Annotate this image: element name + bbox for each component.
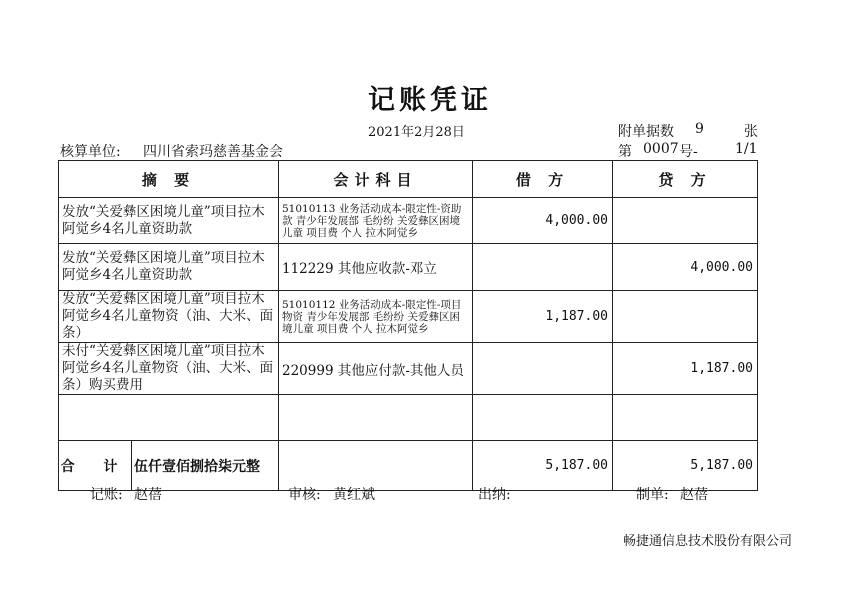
bookkeeper-label: 记账: (90, 487, 123, 503)
table-row (59, 198, 758, 244)
total-row (59, 441, 758, 491)
row-credit: 4,000.00 (613, 244, 758, 291)
total-cell (59, 441, 279, 491)
total-account-blank (279, 441, 473, 491)
row-credit (613, 395, 758, 441)
preparer-label: 制单: (636, 487, 669, 503)
row-debit: 4,000.00 (473, 198, 613, 244)
total-debit: 5,187.00 (473, 441, 613, 491)
accounting-unit-label: 核算单位: (60, 144, 121, 160)
attachments-unit: 张 (744, 124, 758, 140)
voucher-table (58, 160, 758, 491)
row-credit (613, 198, 758, 244)
voucher-no-number: 0007 (643, 141, 679, 157)
voucher-title: 记账凭证 (368, 85, 492, 116)
column-header-account: 会计科目 (279, 161, 473, 198)
voucher-date: 2021年2月28日 (368, 125, 465, 140)
voucher-page: 1/1 (735, 141, 758, 157)
row-summary: 发放“关爱彝区困境儿童”项目拉木阿觉乡4名儿童物资（油、大米、面条） (59, 291, 279, 343)
column-header-credit: 贷 方 (613, 161, 758, 198)
accounting-unit-value: 四川省索玛慈善基金会 (143, 144, 283, 160)
total-credit: 5,187.00 (613, 441, 758, 491)
table-row-empty (59, 395, 758, 441)
row-debit (473, 395, 613, 441)
total-label: 合 计 (59, 441, 132, 490)
row-summary: 未付“关爱彝区困境儿童”项目拉木阿觉乡4名儿童物资（油、大米、面条）购买费用 (59, 343, 279, 395)
row-account: 112229 其他应收款-邓立 (279, 244, 473, 291)
row-debit (473, 343, 613, 395)
row-summary (59, 395, 279, 441)
voucher-no-prefix: 第 (618, 144, 632, 160)
reviewer-name: 黄红斌 (333, 487, 375, 503)
row-account (279, 395, 473, 441)
cashier-label: 出纳: (478, 487, 511, 503)
row-account: 51010112 业务活动成本-限定性-项目物资 青少年发展部 毛纷纷 关爱彝区困境儿童 项目费 个人 拉木阿觉乡 (279, 291, 473, 343)
row-credit (613, 291, 758, 343)
attachments-label: 附单据数 (618, 124, 674, 140)
row-account: 220999 其他应付款-其他人员 (279, 343, 473, 395)
row-debit: 1,187.00 (473, 291, 613, 343)
row-debit (473, 244, 613, 291)
row-summary: 发放“关爱彝区困境儿童”项目拉木阿觉乡4名儿童资助款 (59, 198, 279, 244)
preparer-name: 赵蓓 (680, 487, 708, 503)
column-header-summary: 摘 要 (59, 161, 279, 198)
total-amount-in-words: 伍仟壹佰捌拾柒元整 (134, 458, 260, 475)
row-credit: 1,187.00 (613, 343, 758, 395)
bookkeeper-name: 赵蓓 (134, 487, 162, 503)
row-summary: 发放“关爱彝区困境儿童”项目拉木阿觉乡4名儿童资助款 (59, 244, 279, 291)
attachments-count: 9 (695, 121, 704, 137)
table-row (59, 343, 758, 395)
footer-company: 畅捷通信息技术股份有限公司 (622, 534, 792, 549)
table-row (59, 244, 758, 291)
table-header-row (59, 161, 758, 198)
reviewer-label: 审核: (288, 487, 321, 503)
column-header-debit: 借 方 (473, 161, 613, 198)
table-row (59, 291, 758, 343)
row-account: 51010113 业务活动成本-限定性-资助款 青少年发展部 毛纷纷 关爱彝区困境儿童 项目费 个人 拉木阿觉乡 (279, 198, 473, 244)
voucher-no-suffix: 号- (679, 144, 698, 160)
